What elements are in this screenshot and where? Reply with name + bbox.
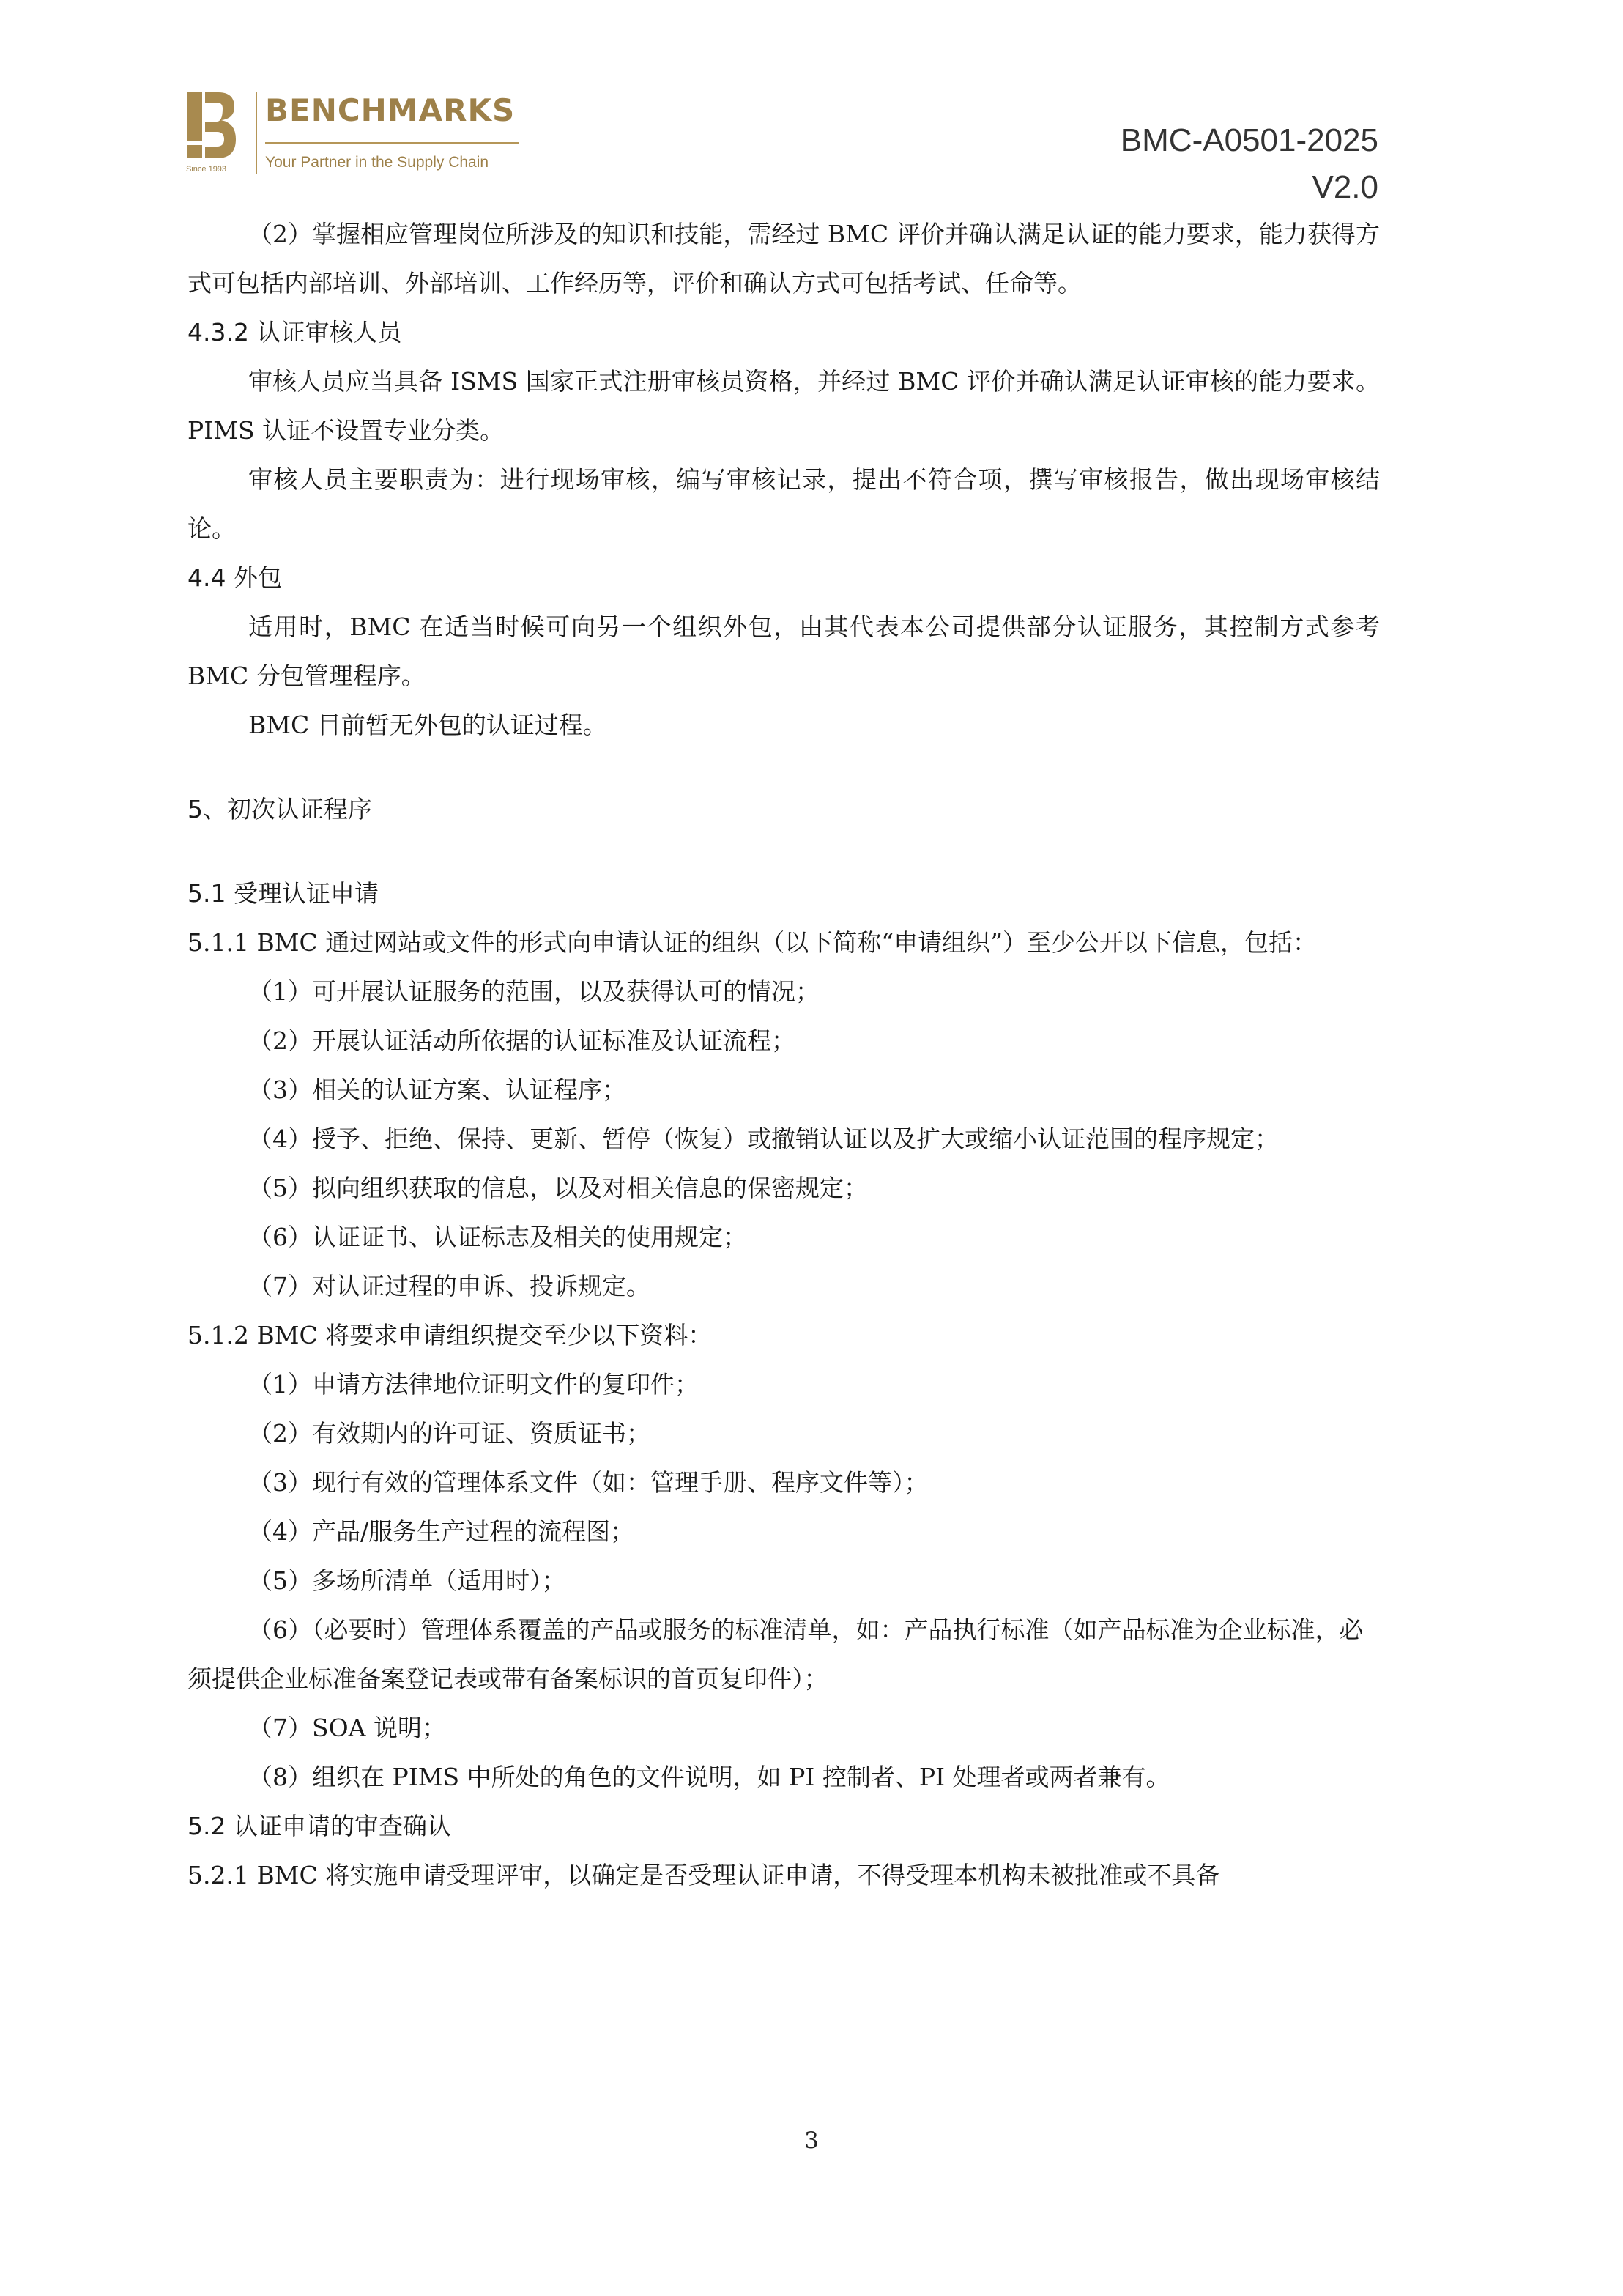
- list-item: （5）拟向组织获取的信息，以及对相关信息的保密规定；: [248, 1174, 868, 1202]
- paragraph: 适用时，BMC 在适当时候可向另一个组织外包，由其代表本公司提供部分认证服务，其控制方式参考 BMC 分包管理程序。: [187, 612, 1380, 690]
- document-id-block: [1121, 117, 1378, 211]
- list-item: （6）认证证书、认证标志及相关的使用规定；: [248, 1223, 747, 1251]
- paragraph-5-1-2: 5.1.2 BMC 将要求申请组织提交至少以下资料：: [187, 1321, 713, 1349]
- since-label: Since 1993: [186, 165, 227, 174]
- list-item: （2）开展认证活动所依据的认证标准及认证流程；: [248, 1026, 795, 1055]
- list-item: （4）产品/服务生产过程的流程图；: [248, 1517, 635, 1546]
- paragraph: 审核人员应当具备 ISMS 国家正式注册审核员资格，并经过 BMC 评价并确认满足认证审核的能力要求。PIMS 认证不设置专业分类。: [187, 367, 1380, 445]
- list-item: （8）组织在 PIMS 中所处的角色的文件说明，如 PI 控制者、PI 处理者或两者兼有。: [248, 1763, 1170, 1791]
- paragraph-5-1-1: 5.1.1 BMC 通过网站或文件的形式向申请认证的组织（以下简称“申请组织”）至少公开以下信息，包括：: [187, 928, 1317, 957]
- page-header: [0, 0, 1623, 205]
- list-item: （4）授予、拒绝、保持、更新、暂停（恢复）或撤销认证以及扩大或缩小认证范围的程序规定；: [248, 1125, 1279, 1153]
- list-item: （6）（必要时）管理体系覆盖的产品或服务的标准清单，如：产品执行标准（如产品标准为企业标准，必须提供企业标准备案登记表或带有备案标识的首页复印件）；: [187, 1615, 1364, 1693]
- paragraph: （2）掌握相应管理岗位所涉及的知识和技能，需经过 BMC 评价并确认满足认证的能力要求，能力获得方式可包括内部培训、外部培训、工作经历等，评价和确认方式可包括考试、任命等。: [187, 220, 1380, 297]
- paragraph: 审核人员主要职责为：进行现场审核，编写审核记录，提出不符合项，撰写审核报告，做出现场审核结论。: [187, 465, 1380, 543]
- paragraph-5-2-1: 5.2.1 BMC 将实施申请受理评审，以确定是否受理认证申请，不得受理本机构未被批准或不具备: [187, 1861, 1220, 1889]
- document-body: [187, 210, 1380, 1900]
- benchmarks-logo-icon: [186, 89, 239, 163]
- list-item: （1）可开展认证服务的范围，以及获得认可的情况；: [248, 977, 820, 1006]
- paragraph: BMC 目前暂无外包的认证过程。: [248, 711, 607, 739]
- document-version: V2.0: [1312, 169, 1378, 205]
- list-item: （2）有效期内的许可证、资质证书；: [248, 1419, 650, 1448]
- list-item: （7）SOA 说明；: [248, 1714, 446, 1742]
- list-item: （3）现行有效的管理体系文件（如：管理手册、程序文件等）；: [248, 1468, 929, 1497]
- section-heading-4-3-2: 4.3.2 认证审核人员: [187, 318, 402, 347]
- section-heading-5-2: 5.2 认证申请的审查确认: [187, 1812, 451, 1840]
- logo-divider: [256, 92, 257, 174]
- section-heading-5: 5、初次认证程序: [187, 795, 372, 823]
- list-item: （5）多场所清单（适用时）；: [248, 1566, 566, 1595]
- company-logo: [186, 89, 523, 181]
- brand-tagline: Your Partner in the Supply Chain: [265, 154, 489, 171]
- brand-name: BENCHMARKS: [265, 92, 516, 128]
- list-item: （1）申请方法律地位证明文件的复印件；: [248, 1370, 699, 1399]
- section-heading-5-1: 5.1 受理认证申请: [187, 879, 379, 908]
- list-item: （3）相关的认证方案、认证程序；: [248, 1075, 626, 1104]
- brand-underline: [265, 142, 519, 144]
- section-heading-4-4: 4.4 外包: [187, 563, 282, 592]
- list-item: （7）对认证过程的申诉、投诉规定。: [248, 1272, 650, 1300]
- document-number: BMC-A0501-2025: [1120, 122, 1378, 158]
- page-number: 3: [804, 2127, 819, 2154]
